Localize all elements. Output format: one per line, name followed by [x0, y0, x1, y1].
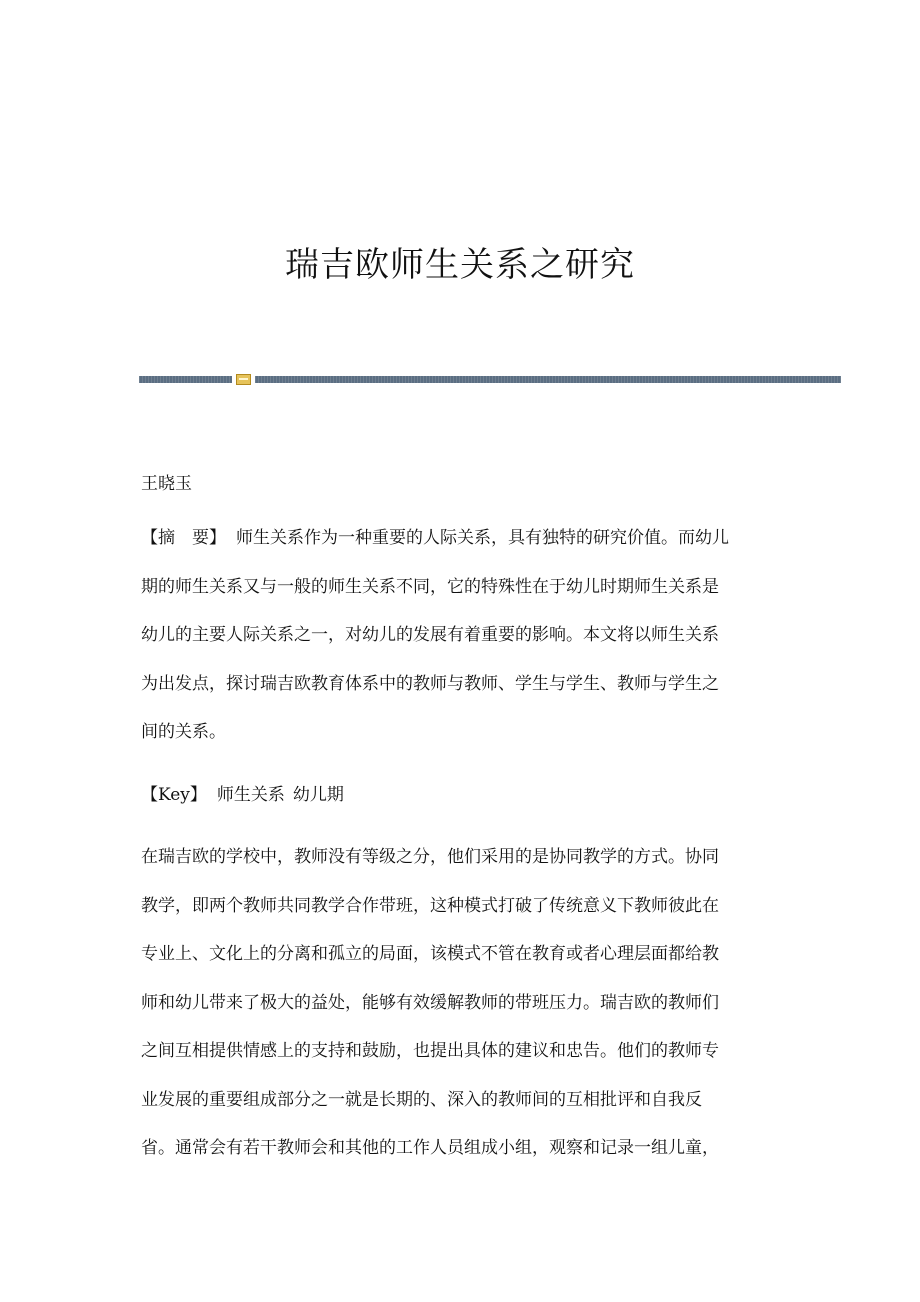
body-line: 在瑞吉欧的学校中，教师没有等级之分，他们采用的是协同教学的方式。协同 — [141, 847, 719, 867]
body-paragraph — [141, 833, 781, 1173]
abstract-line: 幼儿的主要人际关系之一，对幼儿的发展有着重要的影响。本文将以师生关系 — [141, 625, 719, 645]
abstract-section — [141, 514, 781, 757]
document-title: 瑞吉欧师生关系之研究 — [285, 244, 635, 285]
keywords-section — [141, 771, 781, 820]
abstract-label: 【摘 要】 — [141, 528, 226, 548]
divider-bar-right — [255, 376, 841, 383]
keywords-label: 【Key】 — [141, 784, 207, 805]
abstract-line: 师生关系作为一种重要的人际关系，具有独特的研究价值。而幼儿 — [236, 528, 729, 548]
abstract-line: 期的师生关系又与一般的师生关系不同，它的特殊性在于幼儿时期师生关系是 — [141, 576, 719, 597]
document-body — [141, 466, 781, 1187]
body-line: 教学，即两个教师共同教学合作带班，这种模式打破了传统意义下教师彼此在 — [141, 895, 719, 916]
body-line: 之间互相提供情感上的支持和鼓励，也提出具体的建议和忠告。他们的教师专 — [141, 1041, 719, 1061]
body-line: 专业上、文化上的分离和孤立的局面，该模式不管在教育或者心理层面都给教 — [141, 944, 719, 964]
body-line: 师和幼儿带来了极大的益处，能够有效缓解教师的带班压力。瑞吉欧的教师们 — [141, 992, 719, 1013]
divider-bar-left — [139, 376, 232, 383]
author-name: 王晓玉 — [141, 474, 192, 494]
abstract-line: 为出发点，探讨瑞吉欧教育体系中的教师与教师、学生与学生、教师与学生之 — [141, 673, 719, 694]
keyword: 幼儿期 — [292, 784, 344, 805]
body-line: 省。通常会有若干教师会和其他的工作人员组成小组，观察和记录一组儿童， — [141, 1138, 719, 1158]
abstract-line: 间的关系。 — [141, 722, 226, 742]
keyword: 师生关系 — [216, 784, 285, 805]
divider-ornament-icon — [236, 374, 251, 385]
body-line: 业发展的重要组成部分之一就是长期的、深入的教师间的互相批评和自我反 — [141, 1089, 702, 1110]
title-divider — [139, 374, 841, 384]
